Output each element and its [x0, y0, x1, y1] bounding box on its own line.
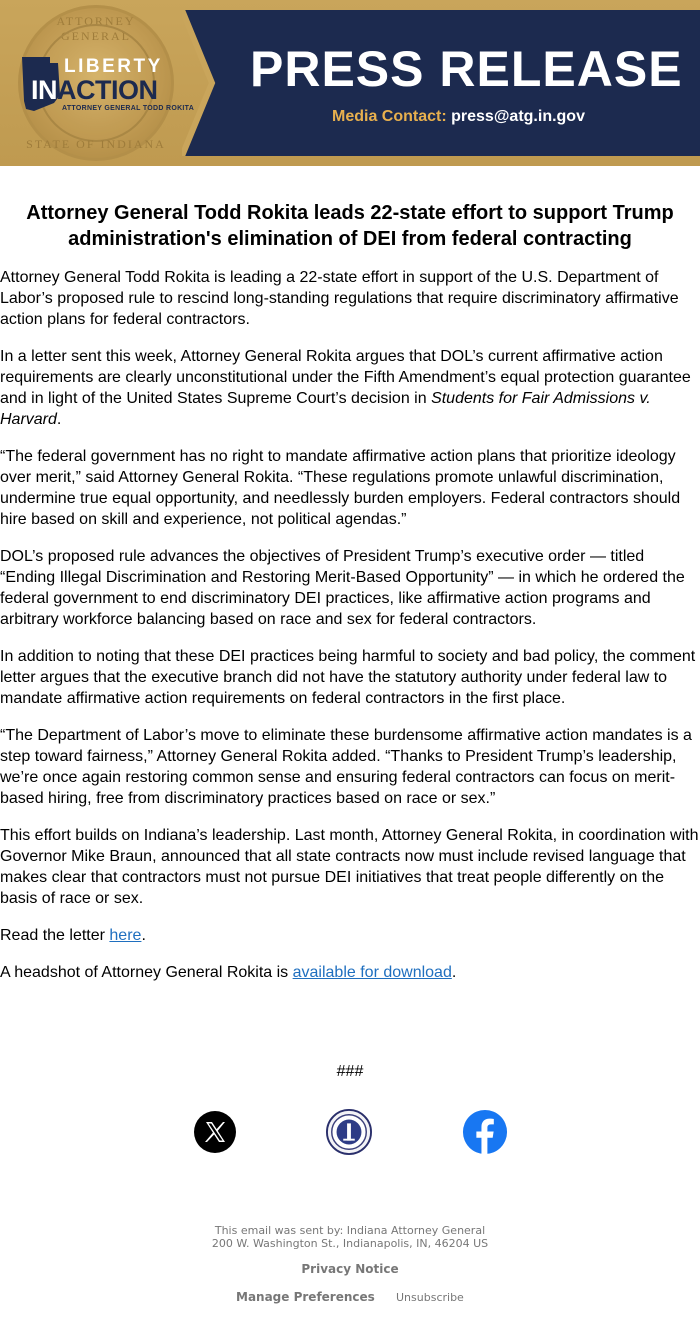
paragraph-1: Attorney General Todd Rokita is leading a 22-state effort in support of the U.S. Department of Labor’s proposed rule to rescind long-standing regulations that require discriminatory affirmative action plans for federal contractors. — [0, 269, 679, 328]
x-logo-icon[interactable] — [192, 1109, 238, 1155]
manage-preferences-link[interactable]: Manage Preferences — [236, 1290, 375, 1304]
paragraph-4: DOL’s proposed rule advances the objectives of President Trump’s executive order — titled “Ending Illegal Discrimination and Restoring Merit-Based Opportunity” — in which he ordered the federal government to end discriminatory DEI practices, like affirmative action programs and arbitrary workforce balancing based on race and sex for federal contractors. — [0, 548, 685, 628]
logo-subtitle: ATTORNEY GENERAL TODD ROKITA — [62, 105, 195, 112]
paragraph-5: In addition to noting that these DEI practices being harmful to society and bad policy, the comment letter argues that the executive branch did not have the statutory authority under federal law to mandate affirmative action requirements on federal contractors in the first place. — [0, 648, 696, 707]
logo-in-text: IN — [31, 75, 57, 105]
paragraph-7: This effort builds on Indiana’s leadership. Last month, Attorney General Rokita, in coordination with Governor Mike Braun, announced that all state contracts now must include revised language that makes clear that contractors must not pursue DEI initiatives that treat people differently on the basis of race or sex. — [0, 827, 699, 907]
paragraph-9-text: A headshot of Attorney General Rokita is — [0, 964, 293, 981]
facebook-logo-icon[interactable] — [462, 1109, 508, 1155]
seal-top-text: ATTORNEY GENERAL — [56, 14, 136, 43]
paragraph-2 — [0, 346, 700, 430]
logo-liberty-text: LIBERTY — [64, 56, 163, 77]
footer-sent-by: This email was sent by: Indiana Attorney General — [214, 1224, 486, 1237]
end-separator: ### — [336, 1063, 364, 1080]
headshot-download-link[interactable]: available for download — [292, 964, 452, 981]
letter-link[interactable]: here — [109, 927, 142, 944]
paragraph-2-end: . — [56, 411, 62, 428]
case-name: Students for Fair Admissions v. Harvard — [0, 390, 651, 428]
media-contact-email[interactable]: press@atg.in.gov — [451, 108, 585, 125]
paragraph-2-text: In a letter sent this week, Attorney General Rokita argues that DOL’s current affirmative action requirements are clearly unconstitutional under the Fifth Amendment’s equal protection guarantee and in light of the United States Supreme Court’s decision in — [0, 348, 691, 407]
media-contact-label: Media Contact: — [332, 108, 447, 125]
press-release-banner — [0, 0, 700, 166]
logo-inaction-text — [31, 75, 158, 106]
paragraph-6: “The Department of Labor’s move to eliminate these burdensome affirmative action mandates is a step toward fairness,” Attorney General Rokita added. “Thanks to President Trump’s leadership, we’re once again restoring common sense and ensuring federal contractors can focus on merit-based hiring, free from discriminatory practices based on race or sex.” — [0, 727, 692, 807]
headline: Attorney General Todd Rokita leads 22-state effort to support Trump administration's elimination of DEI from federal contracting — [26, 202, 674, 250]
press-release-title: PRESS RELEASE — [250, 41, 683, 97]
seal-bottom-text: STATE OF INDIANA — [26, 137, 166, 151]
footer-sender — [0, 1224, 700, 1250]
paragraph-8-end: . — [141, 927, 146, 944]
footer-address: 200 W. Washington St., Indianapolis, IN, 46204 US — [211, 1237, 489, 1250]
paragraph-9-end: . — [451, 964, 457, 981]
paragraph-9 — [0, 962, 700, 983]
unsubscribe-link[interactable]: Unsubscribe — [396, 1291, 464, 1304]
paragraph-8-text: Read the letter — [0, 927, 110, 944]
logo-action-text: ACTION — [57, 75, 158, 105]
paragraph-3: “The federal government has no right to mandate affirmative action plans that prioritize ideology over merit,” said Attorney General Rokita. “These regulations promote unlawful discrimination, undermine true equal opportunity, and needlessly burden employers. Federal contractors should hire based on skill and experience, not political agendas.” — [0, 448, 681, 528]
media-contact — [332, 108, 585, 126]
article-body — [0, 267, 700, 999]
privacy-notice-link[interactable]: Privacy Notice — [301, 1262, 399, 1276]
paragraph-8 — [0, 925, 700, 946]
indiana-ag-seal-icon[interactable] — [326, 1109, 372, 1155]
